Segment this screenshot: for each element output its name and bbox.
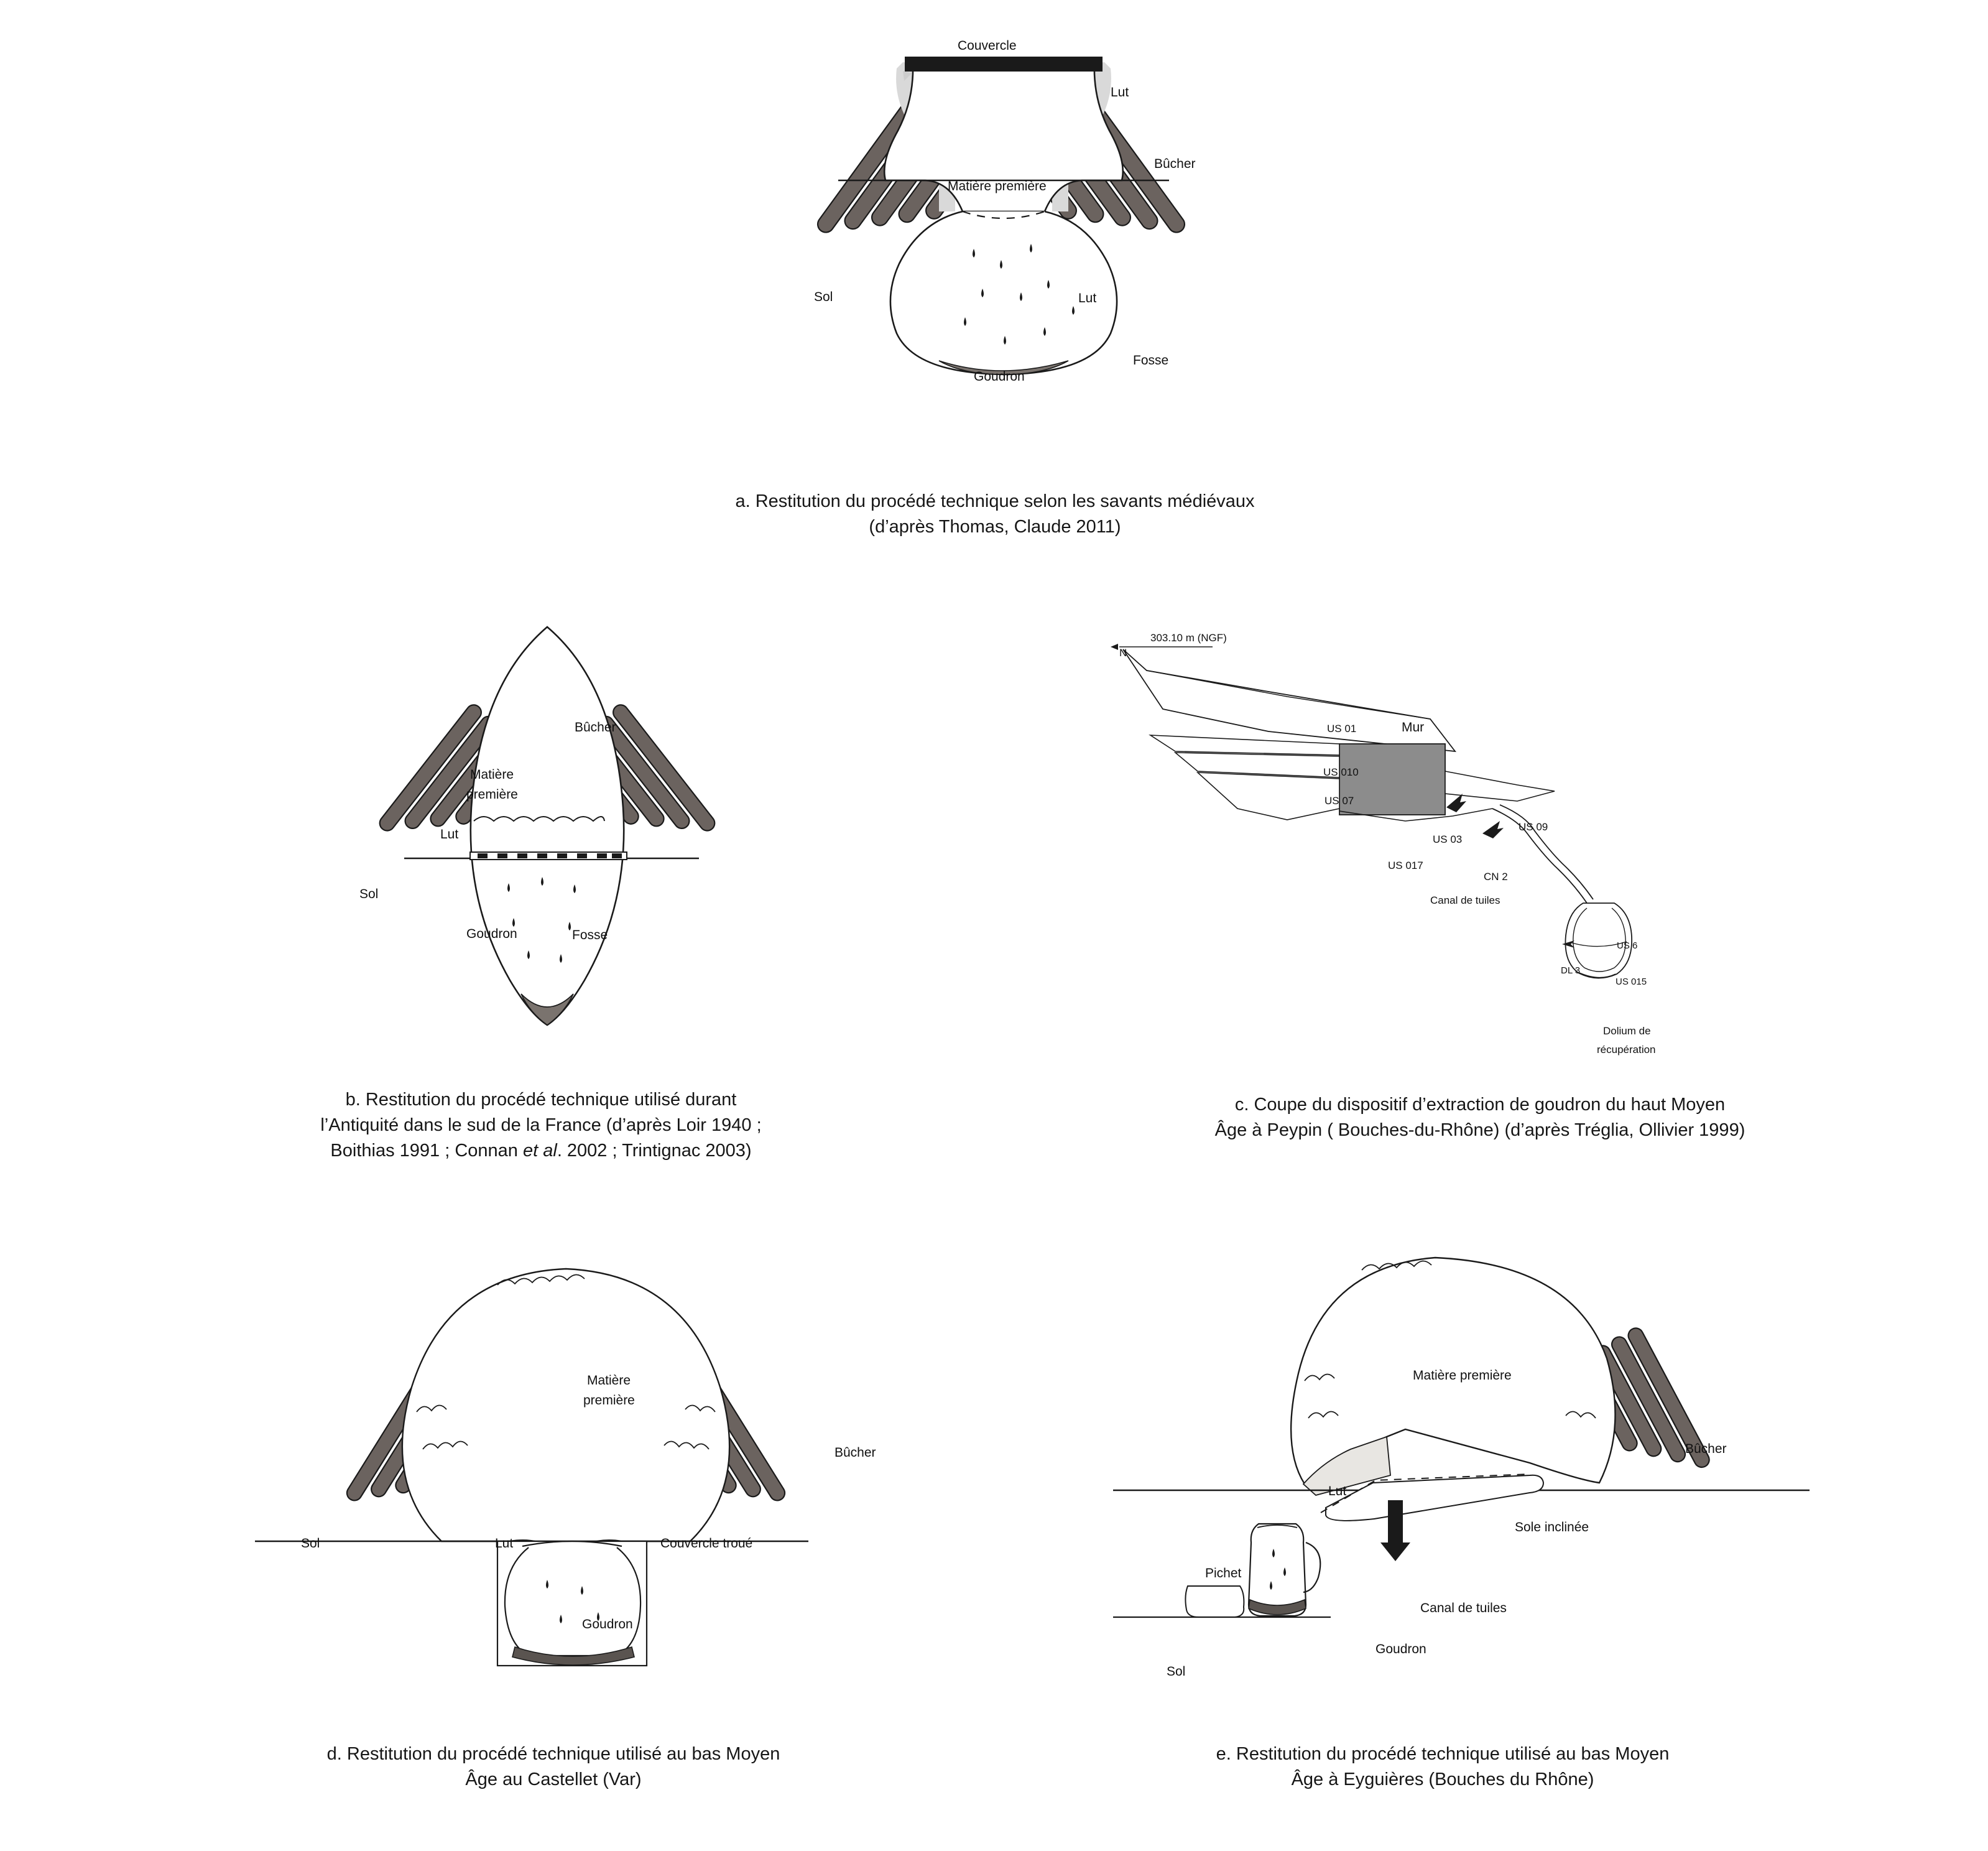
label-lut-b: Lut bbox=[440, 827, 459, 842]
label-us03-c: US 03 bbox=[1433, 833, 1463, 845]
us017-layer-c bbox=[1198, 772, 1339, 820]
panel-c-figure bbox=[1082, 622, 1766, 1070]
caption-a-line1: a. Restitution du procédé technique selon les savants médiévaux bbox=[735, 491, 1255, 511]
north-marker-c bbox=[1111, 644, 1118, 650]
label-lut-e: Lut bbox=[1328, 1484, 1347, 1498]
label-north-c: N bbox=[1119, 647, 1127, 659]
mur-block-c bbox=[1339, 744, 1445, 815]
label-us010-c: US 010 bbox=[1323, 766, 1359, 778]
caption-b-line3-italic: et al bbox=[522, 1141, 557, 1161]
panel-b-figure bbox=[323, 610, 771, 1057]
label-bucher-e: Bûcher bbox=[1685, 1442, 1727, 1456]
label-matiere-d-line2: première bbox=[583, 1393, 635, 1408]
label-couvercle-a: Couvercle bbox=[958, 39, 1017, 53]
label-cn2-c: CN 2 bbox=[1484, 871, 1508, 883]
label-altitude-c: 303.10 m (NGF) bbox=[1150, 632, 1227, 644]
canal-de-tuiles-lower-c bbox=[1500, 805, 1593, 899]
label-canal-c: Canal de tuiles bbox=[1430, 894, 1500, 906]
label-goudron-a: Goudron bbox=[974, 369, 1025, 384]
label-sol-b: Sol bbox=[359, 887, 379, 901]
caption-b-line3-pre: Boithias 1991 ; Connan bbox=[330, 1141, 523, 1161]
pichet-handle-e bbox=[1303, 1542, 1320, 1592]
label-us07-c: US 07 bbox=[1325, 795, 1354, 807]
caption-b-line3 bbox=[205, 1138, 877, 1164]
label-us015-c: US 015 bbox=[1616, 977, 1647, 987]
label-pichet-e: Pichet bbox=[1205, 1566, 1242, 1580]
arrow-cn2-c bbox=[1482, 821, 1504, 838]
caption-b-line2: l’Antiquité dans le sud de la France (d’après Loir 1940 ; bbox=[320, 1115, 762, 1136]
label-dolium-c-line1: Dolium de bbox=[1603, 1025, 1651, 1037]
label-sol-e: Sol bbox=[1167, 1664, 1186, 1679]
label-bucher-d: Bûcher bbox=[834, 1445, 876, 1460]
ground-block-e bbox=[1185, 1586, 1244, 1617]
caption-b-line1: b. Restitution du procédé technique utilisé durant bbox=[345, 1090, 737, 1110]
caption-panel-b bbox=[205, 1087, 877, 1164]
label-canal-e: Canal de tuiles bbox=[1420, 1601, 1507, 1615]
caption-b-line3-post: . 2002 ; Trintignac 2003) bbox=[557, 1141, 752, 1161]
label-us6-c: US 6 bbox=[1617, 940, 1638, 951]
caption-panel-d bbox=[224, 1742, 883, 1793]
label-us01-c: US 01 bbox=[1327, 723, 1357, 735]
caption-panel-a bbox=[622, 489, 1368, 540]
label-matiere-premiere-a: Matière première bbox=[948, 179, 1047, 193]
couvercle-lid bbox=[905, 57, 1102, 71]
label-fosse-b: Fosse bbox=[572, 928, 608, 942]
caption-e-line1: e. Restitution du procédé technique utilisé au bas Moyen bbox=[1216, 1744, 1670, 1764]
panel-e-figure bbox=[1094, 1232, 1841, 1692]
vessel-outline-b bbox=[471, 627, 624, 1025]
label-dl3-c: DL 3 bbox=[1561, 965, 1581, 976]
us010-layer-c bbox=[1150, 735, 1339, 755]
caption-panel-c bbox=[1119, 1092, 1841, 1143]
panel-d-figure bbox=[236, 1244, 895, 1692]
caption-a-line2: (d’après Thomas, Claude 2011) bbox=[869, 517, 1121, 537]
label-sole-inclinee-e: Sole inclinée bbox=[1515, 1520, 1589, 1534]
label-sol-a: Sol bbox=[814, 290, 833, 304]
label-goudron-e: Goudron bbox=[1375, 1642, 1426, 1656]
label-goudron-b: Goudron bbox=[466, 927, 517, 941]
caption-c-line1: c. Coupe du dispositif d’extraction de goudron du haut Moyen bbox=[1234, 1095, 1726, 1115]
label-matiere-b-line1: Matière bbox=[470, 768, 514, 782]
label-us017-c: US 017 bbox=[1388, 860, 1423, 871]
label-mur-c: Mur bbox=[1402, 720, 1425, 735]
label-dolium-c-line2: récupération bbox=[1597, 1044, 1656, 1055]
arrow-us03-c bbox=[1446, 794, 1466, 812]
label-couvercle-troue-d: Couvercle troué bbox=[660, 1536, 753, 1551]
label-fosse-a: Fosse bbox=[1133, 353, 1169, 368]
panel-a-figure bbox=[734, 25, 1269, 460]
label-matiere-e: Matière première bbox=[1413, 1368, 1512, 1383]
caption-e-line2: Âge à Eyguières (Bouches du Rhône) bbox=[1291, 1770, 1594, 1790]
label-bucher-b: Bûcher bbox=[575, 720, 616, 735]
caption-d-line1: d. Restitution du procédé technique utilisé au bas Moyen bbox=[326, 1744, 780, 1764]
label-bucher-a: Bûcher bbox=[1154, 157, 1196, 171]
label-lut-mid-a: Lut bbox=[1078, 291, 1097, 305]
caption-panel-e bbox=[1107, 1742, 1778, 1793]
label-sol-d: Sol bbox=[301, 1536, 320, 1551]
label-goudron-d: Goudron bbox=[582, 1617, 633, 1631]
mound-outline-d bbox=[402, 1269, 729, 1555]
label-matiere-b-line2: première bbox=[466, 787, 518, 802]
caption-c-line2: Âge à Peypin ( Bouches-du-Rhône) (d’après Tréglia, Ollivier 1999) bbox=[1214, 1120, 1745, 1141]
label-lut-d: Lut bbox=[495, 1536, 514, 1551]
label-matiere-d-line1: Matière bbox=[587, 1373, 631, 1388]
pot-outline-d bbox=[505, 1547, 640, 1656]
caption-d-line2: Âge au Castellet (Var) bbox=[465, 1770, 642, 1790]
label-lut-top-a: Lut bbox=[1111, 85, 1129, 100]
label-us09-c: US 09 bbox=[1519, 821, 1548, 833]
